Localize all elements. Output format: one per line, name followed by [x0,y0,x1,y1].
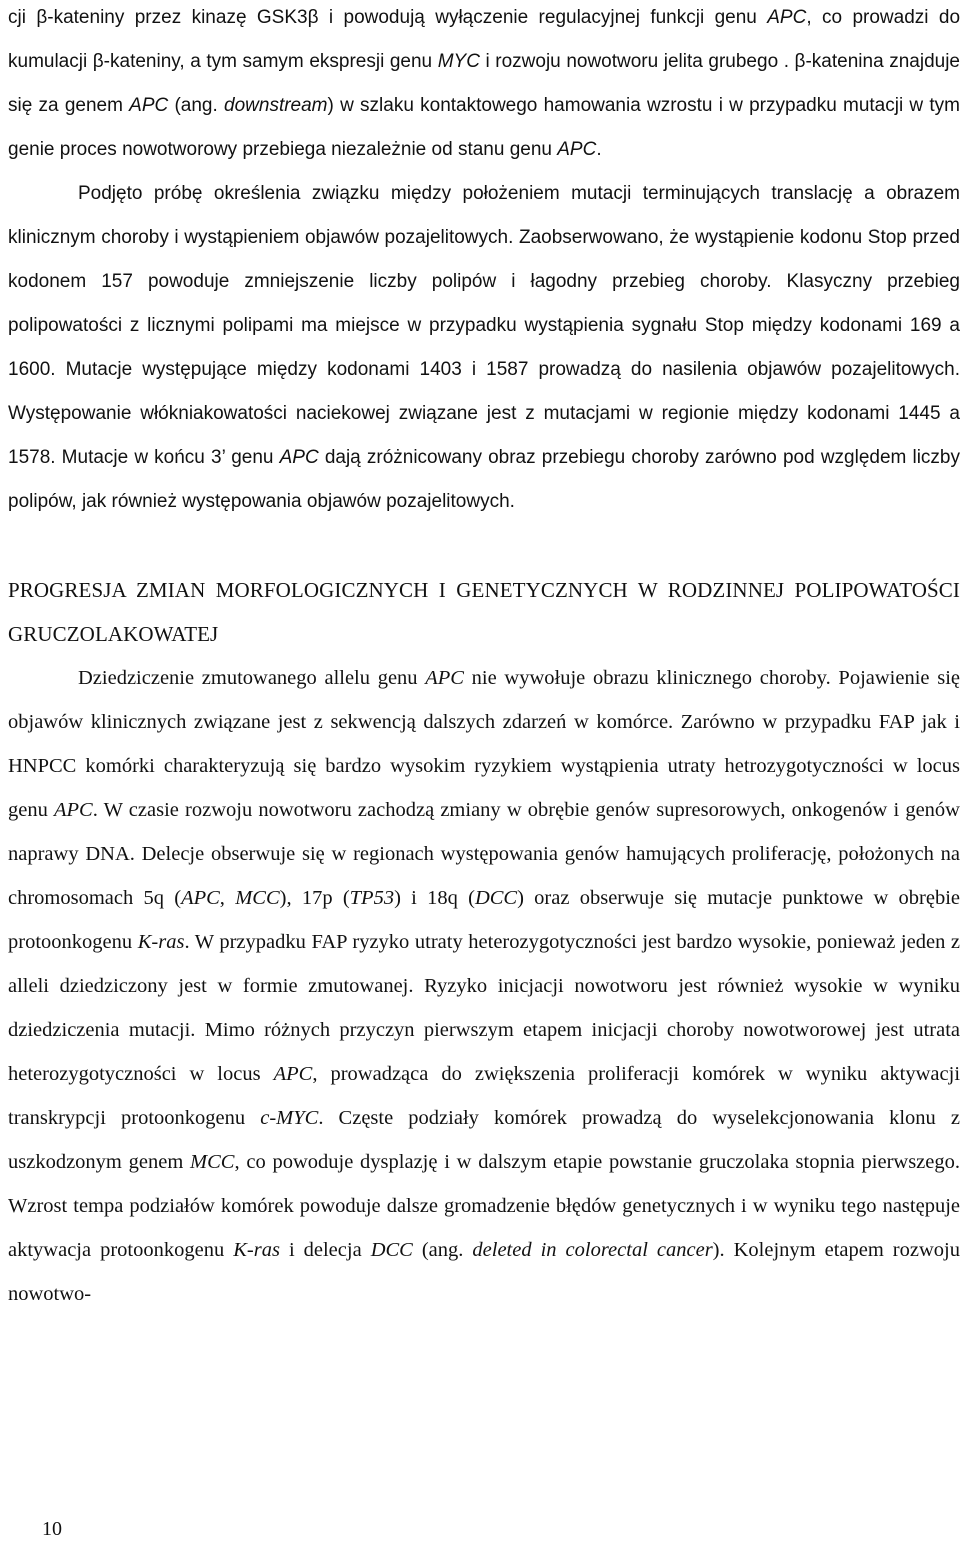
gene-name: APC [279,447,319,468]
foreign-term: downstream [224,95,328,116]
paragraph-progression: Dziedziczenie zmutowanego allelu genu APC nie wywołuje obrazu klinicznego choroby. Pojawienie się objawów klinicznych związane jest z sekwencją dalszych zdarzeń w komórce. Zarówno w przypadku FAP jak i HNPCC komórki charakteryzują się bardzo wysokim ryzykiem wystąpienia utraty hetrozygotyczności w locus genu APC. W czasie rozwoju nowotworu zachodzą zmiany w obrębie genów supresorowych, onkogenów i genów naprawy DNA. Delecje obserwuje się w regionach występowania genów hamujących proliferację, położonych na chromosomach 5q (APC, MCC), 17p (TP53) i 18q (DCC) oraz obserwuje się mutacje punktowe w obrębie protoonkogenu K-ras. W przypadku FAP ryzyko utraty heterozygotyczności jest bardzo wysokie, ponieważ jeden z alleli dziedziczony jest w formie zmutowanej. Ryzyko inicjacji nowotworu jest również wysokie w wyniku dziedziczenia mutacji. Mimo różnych przyczyn pierwszym etapem inicjacji choroby nowotworowej jest utrata heterozygotyczności w locus APC, prowadząca do zwiększenia proliferacji komórek w wyniku aktywacji transkrypcji protoonkogenu c-MYC. Częste podziały komórek prowadzą do wyselekcjonowania klonu z uszkodzonym genem MCC, co powoduje dysplazję i w dalszym etapie powstanie gruczolaka stopnia pierwszego. Wzrost tempa podziałów komórek powoduje dalsze gromadzenie błędów genetycznych i w wyniku tego następuje aktywacja protoonkogenu K-ras i delecja DCC (ang. deleted in colorectal cancer). Kolejnym etapem rozwoju nowotwo- [8,667,960,1305]
gene-name: MCC [190,1151,235,1173]
gene-name: TP53 [349,887,395,909]
gene-name: APC [557,139,597,160]
gene-name: c-MYC [260,1107,319,1129]
gene-name: K-ras [137,931,185,953]
gene-name: APC [54,799,93,821]
gene-name: APC [181,887,220,909]
gene-name: K-ras [233,1239,280,1261]
gene-name: DCC [474,887,518,909]
gene-name: APC [767,7,807,28]
gene-name: APC [129,95,169,116]
paragraph-continuation: cji β-kateniny przez kinazę GSK3β i powodują wyłączenie regulacyjnej funkcji genu APC, co prowadzi do kumulacji β-kateniny, a tym samym ekspresji genu MYC i rozwoju nowotworu jelita grubego . β-katenina znajduje się za genem APC (ang. downstream) w szlaku kontaktowego hamowania wzrostu i w przypadku mutacji w tym genie proces nowotworowy przebiega niezależnie od stanu genu APC. [8,7,960,160]
page-number: 10 [42,1518,62,1540]
gene-name: MCC [235,887,280,909]
paragraph-mutations: Podjęto próbę określenia związku między położeniem mutacji terminujących translację a obrazem klinicznym choroby i wystąpieniem objawów pozajelitowych. Zaobserwowano, że wystąpienie kodonu Stop przed kodonem 157 powoduje zmniejszenie liczby polipów i łagodny przebieg choroby. Klasyczny przebieg polipowatości z licznymi polipami ma miejsce w przypadku wystąpienia sygnału Stop między kodonami 169 a 1600. Mutacje występujące między kodonami 1403 i 1587 prowadzą do nasilenia objawów pozajelitowych. Występowanie włókniakowatości naciekowej związane jest z mutacjami w regionie między kodonami 1445 a 1578. Mutacje w końcu 3’ genu APC dają zróżnicowany obraz przebiegu choroby zarówno pod względem liczby polipów, jak również występowania objawów pozajelitowych. [8,183,960,512]
gene-name: DCC [370,1239,413,1261]
gene-name: MYC [437,51,480,72]
document-page [8,0,960,1316]
foreign-term: deleted in colorectal cancer [472,1239,713,1261]
gene-name: APC [425,667,464,689]
gene-name: APC [273,1063,313,1085]
section-heading: PROGRESJA ZMIAN MORFOLOGICZNYCH I GENETYCZNYCH W RODZINNEJ POLIPOWATOŚCI GRUCZOLAKOWATEJ [8,578,960,646]
